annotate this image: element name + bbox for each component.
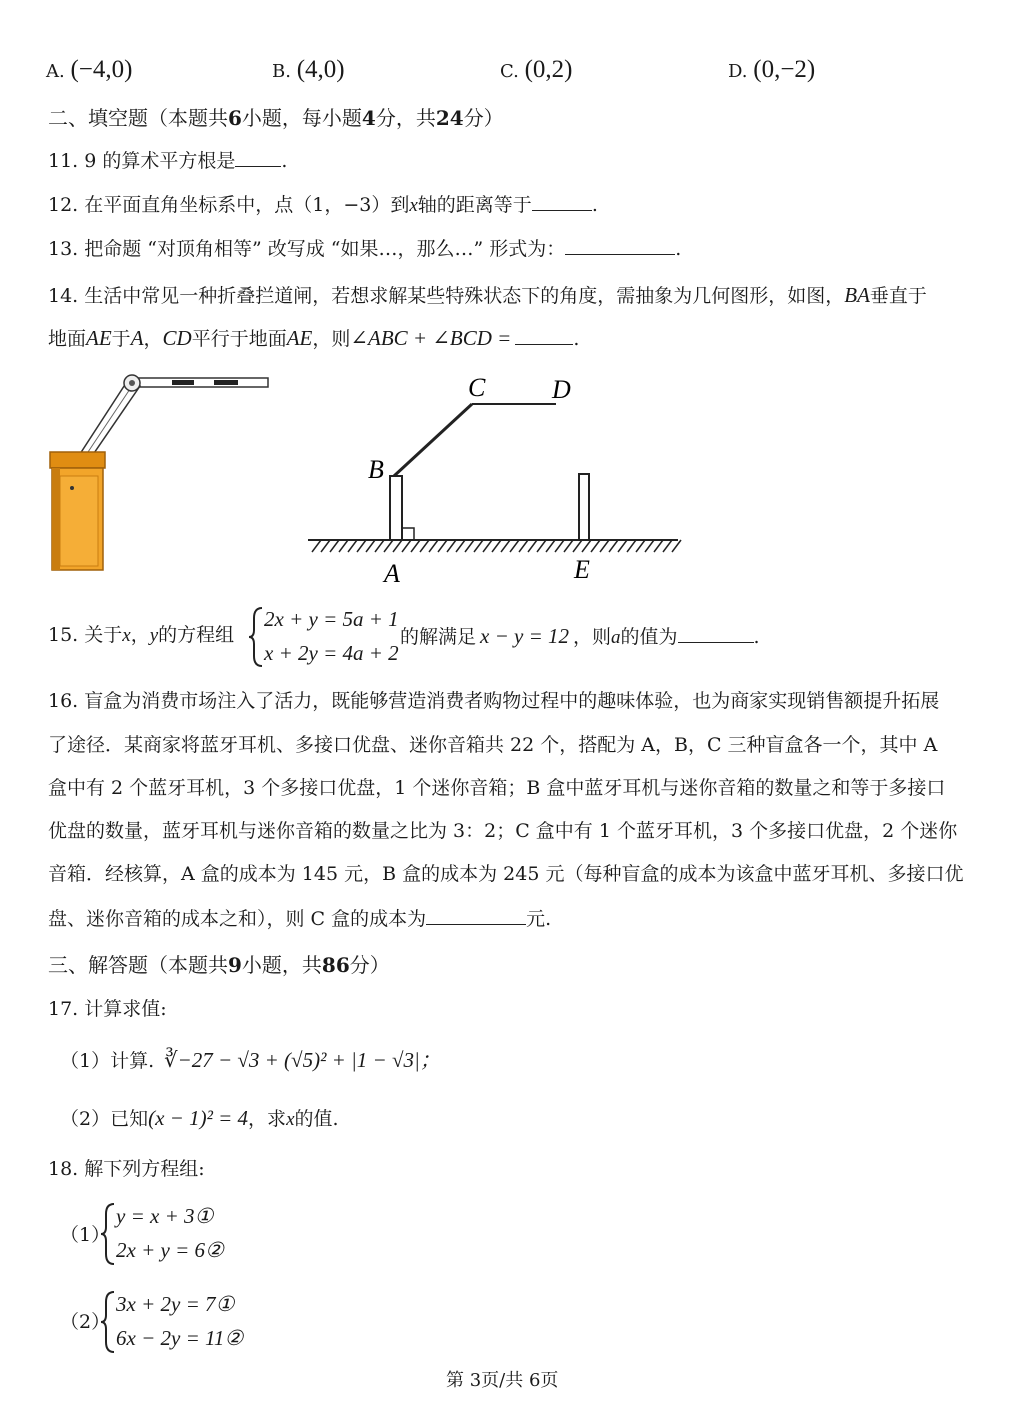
q11-answer-blank[interactable] [235,166,281,167]
label-e: E [574,555,590,584]
barrier-horizontal-arm [132,378,268,387]
hatch-mark [519,540,528,552]
barrier-gate-illustration [44,368,276,576]
q17-title: 17. 计算求值: [48,998,167,1020]
label-a: A [384,559,400,588]
q17-part1 [60,1050,441,1071]
label-c: C [468,373,486,402]
q15-sep: ， [130,624,150,646]
q18-p1-equation-2: 2x + y = 6② [116,1238,224,1262]
q16-line-2: 了途径．某商家将蓝牙耳机、多接口优盘、迷你音箱共 22 个，搭配为 A，B，C 三种盲盒各一个，其中 A [48,734,938,756]
hatch-mark [393,540,402,552]
q15-var-a: a [611,627,621,648]
hatch-mark [663,540,672,552]
option-d-label: D. [728,61,748,82]
q17-p2-c: 的值. [294,1108,339,1130]
q14-var-ae2: AE [286,326,313,350]
geometry-figure [300,368,690,588]
question-11 [48,152,287,171]
option-d-value: (0,−2) [753,56,816,83]
q16-last-b: 元. [526,908,552,930]
ground-hatching [312,540,681,552]
section3-total: 86 [321,953,350,977]
hatch-mark [573,540,582,552]
section2-title [48,108,504,128]
hatch-mark [654,540,663,552]
q15-equation-1: 2x + y = 5a + 1 [264,607,399,631]
q16-line-1: 16. 盲盒为消费市场注入了活力，既能够营造消费者购物过程中的趣味体验，也为商家实现销售额提升拓展 [48,690,940,712]
q14-line2-b: 于 [111,328,131,350]
q14-line2-d: 平行于地面 [191,328,287,350]
q16-answer-blank[interactable] [426,924,526,925]
hatch-mark [591,540,600,552]
q12-answer-blank[interactable] [532,210,592,211]
q13-answer-blank[interactable] [565,254,675,255]
question-14-line2 [48,328,579,349]
section3-title-mid: 小题，共 [241,953,322,977]
hatch-mark [492,540,501,552]
barrier-keyhole [70,486,74,490]
option-a-value: (−4,0) [70,56,133,83]
section2-title-mid1: 小题，每小题 [241,106,362,130]
barrier-cabinet-side [52,468,60,570]
hatch-mark [366,540,375,552]
section2-title-prefix: 二、填空题（本题共 [48,106,228,130]
question-12 [48,196,598,215]
hatch-mark [627,540,636,552]
segment-bc [394,404,472,476]
question-15 [48,626,234,645]
hatch-mark [582,540,591,552]
section2-score-each: 4 [361,106,376,130]
q14-line1-b: 垂直于 [869,285,927,307]
section3-title-prefix: 三、解答题（本题共 [48,953,228,977]
q15-equation-2: x + 2y = 4a + 2 [264,641,399,665]
hatch-mark [438,540,447,552]
q15-cond-c: 的值为 [620,626,678,648]
q12-var: x [409,195,418,216]
hatch-mark [411,540,420,552]
q15-var-y: y [149,625,159,646]
q14-var-a: A [130,326,144,350]
option-d [728,56,815,84]
post-ba [390,476,402,540]
hatch-mark [555,540,564,552]
label-d: D [552,375,571,404]
hatch-mark [672,540,681,552]
hatch-mark [510,540,519,552]
q13-text: 13. 把命题 “对顶角相等” 改写成 “如果…，那么…” 形式为： [48,238,566,260]
q15-prefix: 15. 关于 [48,624,123,646]
q14-line2-a: 地面 [48,328,87,350]
hatch-mark [618,540,627,552]
label-b: B [368,455,384,484]
option-a-label: A. [46,61,65,82]
page-footer: 第 3页/共 6页 [446,1370,559,1391]
post-e [579,474,589,540]
section3-title [48,955,390,975]
option-c-value: (0,2) [524,56,573,83]
hatch-mark [330,540,339,552]
q16-last-a: 盘、迷你音箱的成本之和），则 C 盒的成本为 [48,908,427,930]
hatch-mark [537,540,546,552]
q18-p2-equation-2: 6x − 2y = 11② [116,1326,244,1350]
option-b-value: (4,0) [296,56,345,83]
hatch-mark [402,540,411,552]
section2-title-suffix: 分） [463,106,504,130]
hatch-mark [636,540,645,552]
question-15-condition [400,626,760,647]
hatch-mark [645,540,654,552]
q14-answer-blank[interactable] [515,344,573,345]
barrier-stripe-2 [214,380,238,385]
hatch-mark [474,540,483,552]
option-b-label: B. [272,61,291,82]
hatch-mark [375,540,384,552]
q12-text-b: 轴的距离等于 [417,194,532,216]
section2-count: 6 [228,106,242,130]
barrier-pivot-center [129,380,135,386]
q17-p1-label: （1）计算. [60,1050,155,1072]
hatch-mark [321,540,330,552]
hatch-mark [600,540,609,552]
q17-part2 [60,1108,339,1129]
q17-p2-expression: (x − 1)² = 4 [148,1106,249,1130]
q14-line2-c: ， [143,328,163,350]
q12-end: . [591,194,598,216]
hatch-mark [339,540,348,552]
q14-var-ae: AE [86,326,112,350]
barrier-arm-seam [86,383,134,455]
section2-title-mid2: 分，共 [375,106,436,130]
hatch-mark [501,540,510,552]
q18-p2-label: （2） [60,1311,111,1333]
hatch-mark [564,540,573,552]
q13-end: . [675,238,682,260]
q15-end: . [753,626,760,648]
option-c-label: C. [500,61,519,82]
hatch-mark [348,540,357,552]
q14-var-cd: CD [162,326,192,350]
hatch-mark [483,540,492,552]
q12-text-a: 12. 在平面直角坐标系中，点（1，−3）到 [48,194,410,216]
q18-p2-equation-1: 3x + 2y = 7① [116,1292,235,1316]
q18-title: 18. 解下列方程组: [48,1158,205,1180]
question-13 [48,240,681,259]
hatch-mark [465,540,474,552]
q14-angle-expression: ∠ABC + ∠BCD = [350,326,512,350]
q15-cond-b: ，则 [573,626,612,648]
option-a [46,56,132,84]
barrier-cabinet-door [60,476,98,566]
q15-mid: 的方程组 [158,624,235,646]
q11-text: 11. 9 的算术平方根是 [48,150,236,172]
q15-cond-expr: x − y = 12 [480,624,569,648]
q17-p2-var: x [286,1109,295,1130]
q17-p2-b: ，求 [248,1108,287,1130]
q16-line-3: 盒中有 2 个蓝牙耳机，3 个多接口优盘，1 个迷你音箱；B 盒中蓝牙耳机与迷你音箱的数量之和等于多接口 [48,777,946,799]
q16-line-6 [48,910,551,929]
barrier-stripe-1 [172,380,194,385]
q16-line-4: 优盘的数量，蓝牙耳机与迷你音箱的数量之比为 3：2；C 盒中有 1 个蓝牙耳机，3 个多接口优盘，2 个迷你 [48,820,958,842]
hatch-mark [429,540,438,552]
section2-total: 24 [435,106,464,130]
q17-p1-expression: ∛−27 − √3 + (√5)² + |1 − √3|； [164,1048,441,1072]
hatch-mark [312,540,321,552]
question-14-line1 [48,285,927,306]
q15-var-x: x [122,625,131,646]
option-c [500,56,573,84]
hatch-mark [420,540,429,552]
q18-p2-brace [100,1290,116,1354]
barrier-cabinet-top [50,452,105,468]
q14-line1-a: 14. 生活中常见一种折叠拦道闸，若想求解某些特殊状态下的角度，需抽象为几何图形，如图， [48,285,845,307]
q11-end: . [281,150,288,172]
hatch-mark [456,540,465,552]
hatch-mark [357,540,366,552]
hatch-mark [546,540,555,552]
hatch-mark [528,540,537,552]
q16-line-5: 音箱．经核算，A 盒的成本为 145 元，B 盒的成本为 245 元（每种盲盒的成本为该盒中蓝牙耳机、多接口优 [48,863,964,885]
q14-end: . [573,328,580,350]
right-angle-mark [402,528,414,540]
option-b [272,56,345,84]
q14-line2-e: ，则 [312,328,351,350]
q14-var-ba: BA [844,283,870,307]
q15-answer-blank[interactable] [678,642,754,643]
q18-p1-equation-1: y = x + 3① [116,1204,214,1228]
hatch-mark [609,540,618,552]
q18-p1-brace [100,1202,116,1266]
section3-count: 9 [228,953,242,977]
q15-cond-a: 的解满足 [400,626,477,648]
q18-p1-label: （1） [60,1224,111,1246]
section3-title-suffix: 分） [349,953,390,977]
hatch-mark [447,540,456,552]
hatch-mark [384,540,393,552]
q17-p2-label: （2）已知 [60,1108,149,1130]
q15-brace [248,606,264,668]
